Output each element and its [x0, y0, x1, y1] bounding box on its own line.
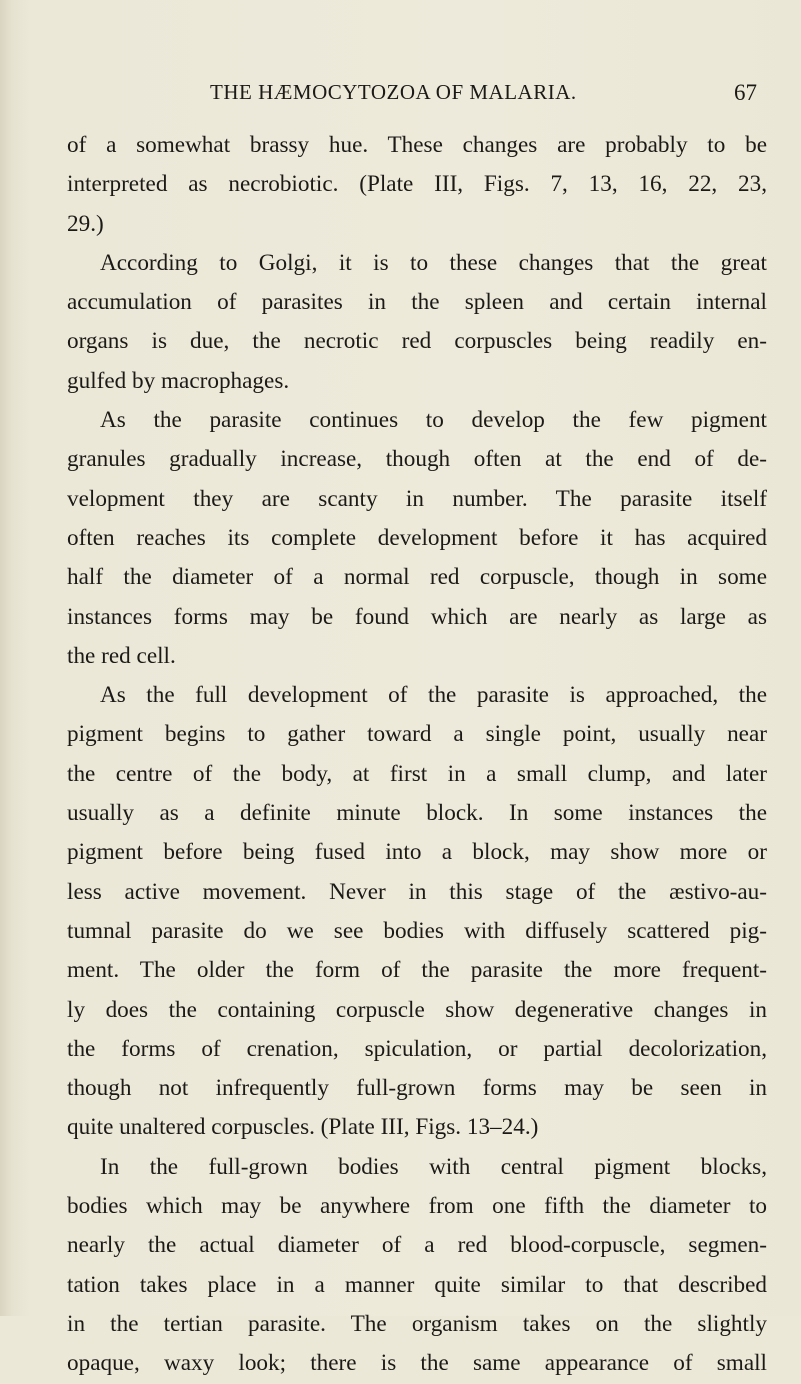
text-line: the red cell. — [67, 642, 176, 669]
text-line: half the diameter of a normal red corpuscle, though in some — [67, 564, 767, 591]
text-line: bodies which may be anywhere from one fifth the diameter to — [67, 1193, 767, 1220]
paragraph-start-line: As the full development of the parasite is approached, the — [100, 682, 767, 709]
text-line: accumulation of parasites in the spleen and certain internal — [67, 289, 767, 316]
text-line: organs is due, the necrotic red corpuscles being readily en- — [67, 328, 767, 355]
text-line: less active movement. Never in this stage of the æstivo-au- — [67, 878, 767, 905]
paragraph-start-line: As the parasite continues to develop the few pigment — [100, 407, 767, 434]
text-line: of a somewhat brassy hue. These changes are probably to be — [67, 132, 767, 158]
paragraph-start-line: In the full-grown bodies with central pigment blocks, — [100, 1153, 767, 1180]
running-title: THE HÆMOCYTOZOA OF MALARIA. — [210, 80, 577, 104]
text-line: usually as a definite minute block. In some instances the — [67, 800, 767, 827]
text-line: gulfed by macrophages. — [67, 367, 290, 394]
text-line: pigment begins to gather toward a single point, usually near — [67, 721, 767, 748]
text-line: often reaches its complete development before it has acquired — [67, 524, 767, 551]
text-line: the forms of crenation, spiculation, or partial decolorization, — [67, 1035, 767, 1062]
text-line: velopment they are scanty in number. The parasite itself — [67, 485, 767, 512]
paragraph-start-line: According to Golgi, it is to these changes that the great — [100, 249, 767, 276]
text-line: 29.) — [67, 210, 104, 237]
text-line: ment. The older the form of the parasite the more frequent- — [67, 957, 767, 984]
text-line: in the tertian parasite. The organism takes on the slightly — [67, 1310, 767, 1337]
text-line: pigment before being fused into a block, may show more or — [67, 839, 767, 866]
page-number: 67 — [734, 80, 757, 105]
text-line: opaque, waxy look; there is the same appearance of small — [67, 1350, 767, 1377]
text-line: quite unaltered corpuscles. (Plate III, Figs. 13–24.) — [67, 1114, 539, 1141]
text-line: the centre of the body, at first in a small clump, and later — [67, 760, 767, 787]
text-line: interpreted as necrobiotic. (Plate III, Figs. 7, 13, 16, 22, 23, — [67, 171, 767, 198]
text-line: nearly the actual diameter of a red blood-corpuscle, segmen- — [67, 1232, 767, 1259]
text-line: instances forms may be found which are nearly as large as — [67, 603, 767, 630]
text-line: tumnal parasite do we see bodies with diffusely scattered pig- — [67, 917, 767, 944]
text-line: ly does the containing corpuscle show degenerative changes in — [67, 996, 767, 1023]
text-line: though not infrequently full-grown forms may be seen in — [67, 1075, 767, 1102]
text-line: granules gradually increase, though often at the end of de- — [67, 446, 767, 473]
body-text — [67, 126, 767, 1384]
text-line: tation takes place in a manner quite similar to that described — [67, 1271, 767, 1298]
running-head — [0, 80, 801, 110]
